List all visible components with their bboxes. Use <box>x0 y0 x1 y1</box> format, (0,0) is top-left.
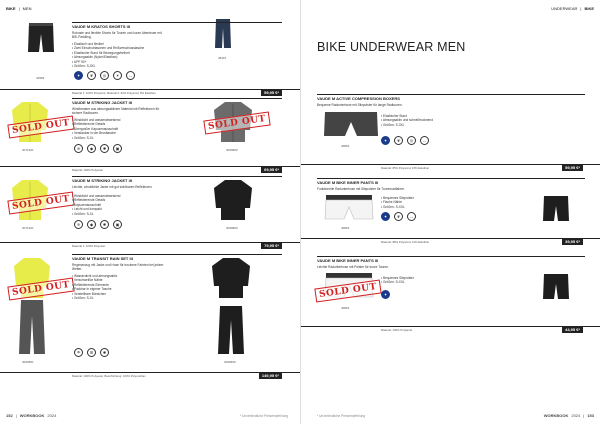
boxers-image <box>321 110 381 140</box>
inner2-title: VAUDE M BIKE INNER PANTS III <box>317 258 379 263</box>
shorts-alt-sku: 45467 <box>218 56 227 60</box>
jacket1-icons <box>74 144 122 153</box>
right-footer: WORKBOOK 2024 | 153 <box>543 413 594 418</box>
product-rain-set <box>0 252 300 382</box>
leaf-icon: ❦ <box>87 71 96 80</box>
right-year: 2024 <box>571 413 581 418</box>
person-icon: ✦ <box>74 71 83 80</box>
boxers-sku: 40862 <box>341 144 350 148</box>
left-price-note: * Unverbindliche Preisempfehlung <box>240 414 289 418</box>
jacket2-price: 79,95 €* <box>261 242 282 249</box>
seam-icon: ⊞ <box>87 348 96 357</box>
jacket1-title: VAUDE M STRIKING JACKET III <box>72 100 132 105</box>
rain-icon: ☂ <box>74 348 83 357</box>
rainset-materials: Material: 100% Polyester, Beschichtung: 100% Polyurethan <box>72 373 146 378</box>
inner2-features: • Bequemes Sitzpolster • Größen: S-XXL <box>381 276 521 285</box>
reflect-icon: ✺ <box>100 220 109 229</box>
rainset-sku: 3060851 <box>22 360 34 364</box>
jacket2-alt-sku: 3069800 <box>226 226 238 230</box>
page-title: BIKE UNDERWEAR MEN <box>317 40 466 54</box>
person-icon: ✦ <box>381 290 390 299</box>
rainset-title: VAUDE M TRANSIT RAIN SET III <box>72 256 133 261</box>
drop-icon: ◆ <box>87 220 96 229</box>
person-icon: ✦ <box>381 212 390 221</box>
inner2-desc: Leichte Radunterhose mit Polster für kurze Touren. <box>317 265 389 269</box>
stretch-icon: ↔ <box>407 212 416 221</box>
boxers-desc: Bequeme Radunterhose mit Sitzpolster für lange Radtouren. <box>317 103 403 107</box>
jacket2-desc: Leichte, winddichte Jacke mit gut sichtbaren Reflektoren. <box>72 185 153 189</box>
rainset-alt-sku: 3069600 <box>224 360 236 364</box>
left-page-number: 152 <box>6 413 13 418</box>
reflect-icon: ✺ <box>100 144 109 153</box>
person-icon: ✦ <box>381 136 390 145</box>
shorts-price: 59,95 €* <box>261 89 282 96</box>
left-footer: 152 | WORKBOOK 2024 <box>6 413 57 418</box>
inner2-alt-image <box>541 272 571 302</box>
jacket2-icons <box>74 220 122 229</box>
jacket1-desc: Windbreaker aus atmungsaktivem Material mit Reflektoren für sichere Radtouren. <box>72 107 160 116</box>
reflect-icon: ✺ <box>100 348 109 357</box>
rain-set-image <box>12 256 52 356</box>
inner2-sku: 40864 <box>341 306 350 310</box>
left-year: 2024 <box>47 413 57 418</box>
jacket1-sku: 3071301 <box>22 148 34 152</box>
shorts-image <box>26 20 56 56</box>
badge-icon: ◎ <box>100 71 109 80</box>
jacket1-price: 69,95 €* <box>261 166 282 173</box>
left-header: BIKE | MEN <box>6 5 32 11</box>
inner1-sku: 40863 <box>341 226 350 230</box>
rainset-desc: Regenanzug mit Jacke und Hose für trockene Fahrten bei jedem Wetter. <box>72 263 164 272</box>
pack-icon: ▣ <box>113 144 122 153</box>
shorts-icons <box>74 71 135 80</box>
jacket2-features: • Winddicht und wasserabweisend • Reflektierende Details • Kapuzenausschnitt • Leicht und kompakt • Größen: S-XL <box>72 194 182 216</box>
inner2-materials: Material: 100% Polyamid <box>381 327 412 332</box>
product-shorts <box>0 16 300 96</box>
badge-icon: ◎ <box>407 136 416 145</box>
inner1-icons <box>381 212 416 221</box>
shorts-materials: Material 1: 100% Polyamid, Material 2: 92% Polyamid, 8% Elasthan <box>72 90 156 95</box>
product-inner-pants-2 <box>301 254 600 334</box>
shorts-desc: Robuste und flexible Shorts für Touren und kurze Abenteuer mit BIE-Paddling. <box>72 31 162 40</box>
upf-icon: ☀ <box>113 71 122 80</box>
leaf-icon: ❦ <box>394 136 403 145</box>
right-header: UNDERWEAR | BIKE <box>551 5 594 11</box>
drop-icon: ◆ <box>87 144 96 153</box>
left-header-sub: MEN <box>22 5 32 11</box>
product-striking-jacket-1 <box>0 96 300 174</box>
inner1-alt-image <box>541 194 571 224</box>
sold-out-stamp-4: SOLD OUT <box>314 279 381 302</box>
shorts-features: • Elastisch und flexibel • Zwei Einschubtaschen und Reißverschlusstasche • Elastischer Bund für Bewegungsfreiheit • Atmungsaktiv (Nylon/Elasthan) • UPF 50+ • Größen: S-3XL <box>72 42 182 68</box>
boxers-features: • Elastischer Bund • Atmungsaktiv und schnelltrocknend • Größen: S-3XL <box>381 114 521 127</box>
inner1-materials: Material: 88% Polyamid, 12% Elasthan <box>381 239 430 244</box>
boxers-price: 59,95 €* <box>562 164 583 171</box>
right-page <box>300 0 600 424</box>
left-brand: WORKBOOK <box>19 413 45 418</box>
inner1-title: VAUDE M BIKE INNER PANTS III <box>317 180 379 185</box>
right-header-section: BIKE <box>584 5 594 11</box>
shorts-sku: 43683 <box>36 76 45 80</box>
jacket2-sku: 3071301 <box>22 226 34 230</box>
stretch-icon: ↔ <box>420 136 429 145</box>
pack-icon: ▣ <box>113 220 122 229</box>
jacket2-materials: Material 1: 100% Polyester <box>72 243 106 248</box>
jacket1-features: • Winddicht und wasserabweisend • Reflektierende Details • Übergroßer Kapuzenausschnitt • Verstaubar in der Brusttasche • Größen: S-XL <box>72 118 182 140</box>
right-brand: WORKBOOK <box>543 413 569 418</box>
sold-out-stamp-2: SOLD OUT <box>7 191 74 214</box>
black-jacket-image <box>212 178 254 222</box>
leaf-icon: ❦ <box>394 212 403 221</box>
left-header-section: BIKE <box>6 5 16 11</box>
inner1-price: 39,95 €* <box>562 238 583 245</box>
product-inner-pants-1 <box>301 176 600 246</box>
rainset-icons <box>74 348 109 357</box>
boxers-materials: Material: 85% Polyamid, 15% Elasthan <box>381 165 430 170</box>
product-compression-boxers <box>301 92 600 176</box>
inner2-icons <box>381 290 390 299</box>
black-rain-set-image <box>210 256 252 356</box>
inner1-features: • Bequemes Sitzpolster • Flache Nähte • Größen: S-XXL <box>381 196 521 209</box>
wind-icon: ≋ <box>74 144 83 153</box>
jacket1-materials: Material: 100% Polyester <box>72 167 104 172</box>
inner2-price: 44,95 €* <box>562 326 583 333</box>
sold-out-stamp: SOLD OUT <box>7 115 74 138</box>
inner1-desc: Funktionelle Radunterhose mit Sitzpolster für Tourenradfahrer. <box>317 187 405 191</box>
right-header-sub: UNDERWEAR <box>551 5 578 11</box>
boxers-icons <box>381 136 429 145</box>
stretch-icon: ↔ <box>126 71 135 80</box>
rainset-features: • Wasserdicht und atmungsaktiv • Verschweißte Nähte • Reflektierende Elemente • Packbar in eigener Tasche • Verstellbare Bündchen • Größen: S-XL <box>72 274 182 300</box>
sold-out-stamp-3: SOLD OUT <box>7 277 74 300</box>
jacket2-title: VAUDE M STRIKING JACKET III <box>72 178 132 183</box>
right-page-number: 153 <box>587 413 594 418</box>
shorts-title: VAUDE M KRATOS SHORTS III <box>72 24 131 29</box>
right-price-note: * Unverbindliche Preisempfehlung <box>317 414 366 418</box>
inner1-image <box>323 194 375 222</box>
boxers-title: VAUDE M ACTIVE COMPRESSION BOXERS <box>317 96 400 101</box>
jacket1-alt-sku: 3069800 <box>226 148 238 152</box>
sold-out-stamp-alt: SOLD OUT <box>203 111 270 134</box>
product-striking-jacket-2 <box>0 174 300 250</box>
rainset-price: 149,95 €* <box>259 372 282 379</box>
wind-icon: ≋ <box>74 220 83 229</box>
